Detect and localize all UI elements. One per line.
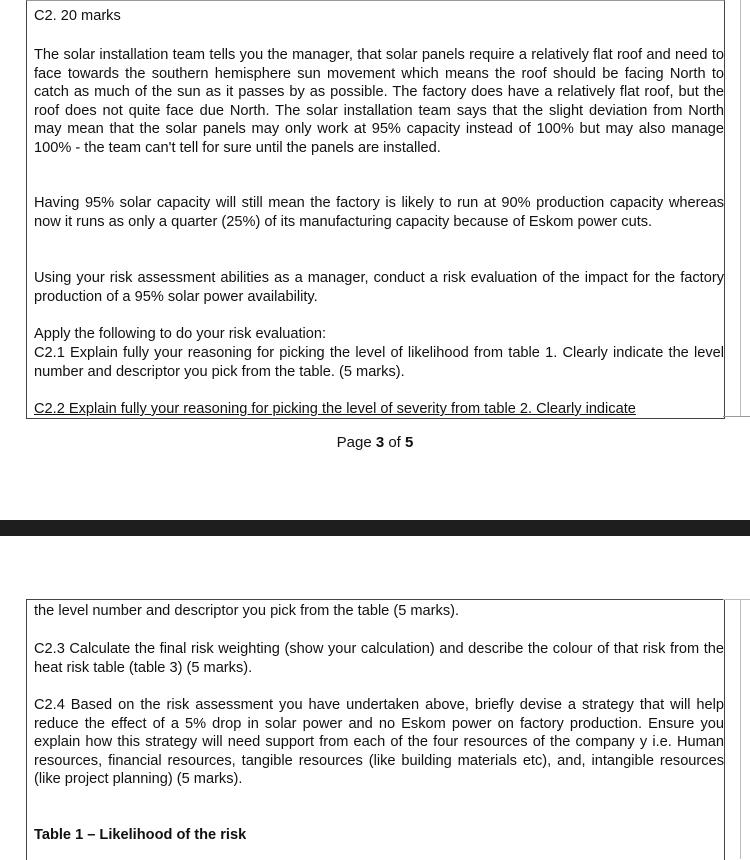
page-divider bbox=[0, 520, 750, 536]
paragraph-risk-evaluation: Using your risk assessment abilities as a manager, conduct a risk evaluation of the impact for the factory production of a 95% solar power availability. bbox=[34, 270, 724, 305]
page-edge-line bbox=[723, 599, 750, 600]
paragraph-solar-team: The solar installation team tells you the manager, that solar panels require a relatively flat roof and need to face towards the southern hemisphere sun movement which means the roof should be facing North to catch as much of the sun as it passes by as possible. The factory does have a relatively flat roof, but the roof does not quite face due North. The solar installation team says that the slight deviation from North may mean that the solar panels may only work at 95% capacity instead of 100% but may also manage 100% - the team can't tell for sure until the panels are installed. bbox=[34, 47, 724, 156]
question-heading: C2. 20 marks bbox=[34, 8, 121, 24]
page-footer: Page 3 of 5 bbox=[336, 434, 414, 451]
current-page-number: 3 bbox=[375, 434, 385, 451]
paragraph-production-capacity: Having 95% solar capacity will still mean the factory is likely to run at 90% production capacity whereas now it runs as only a quarter (25%) of its manufacturing capacity because of Eskom power cuts. bbox=[34, 195, 724, 230]
paragraph-apply-following: Apply the following to do your risk evaluation: bbox=[34, 326, 327, 342]
question-c2-1: C2.1 Explain fully your reasoning for picking the level of likelihood from table 1. Clearly indicate the level number and descriptor you pick from the table. (5 marks). bbox=[34, 345, 724, 380]
total-pages-number: 5 bbox=[405, 434, 414, 451]
page-edge-line bbox=[740, 0, 741, 417]
question-c2-3: C2.3 Calculate the final risk weighting (show your calculation) and describe the colour of that risk from the heat risk table (table 3) (5 marks). bbox=[34, 641, 724, 676]
table-1-title: Table 1 – Likelihood of the risk bbox=[34, 827, 247, 843]
question-c2-2: C2.2 Explain fully your reasoning for picking the level of severity from table 2. Clearly indicate bbox=[34, 401, 636, 417]
page-edge-line bbox=[723, 416, 750, 417]
question-c2-4: C2.4 Based on the risk assessment you have undertaken above, briefly devise a strategy that will help reduce the effect of a 5% drop in solar power and no Eskom power on factory production. Ensure you explain how this strategy will need support from each of the four resources of the company y i.e. Human resources, financial resources, tangible resources (like building materials etc), and, intangible resources (like project planning) (5 marks). bbox=[34, 697, 724, 787]
question-c2-2-continued: the level number and descriptor you pick from the table (5 marks). bbox=[34, 603, 460, 619]
page-edge-line bbox=[740, 599, 741, 859]
